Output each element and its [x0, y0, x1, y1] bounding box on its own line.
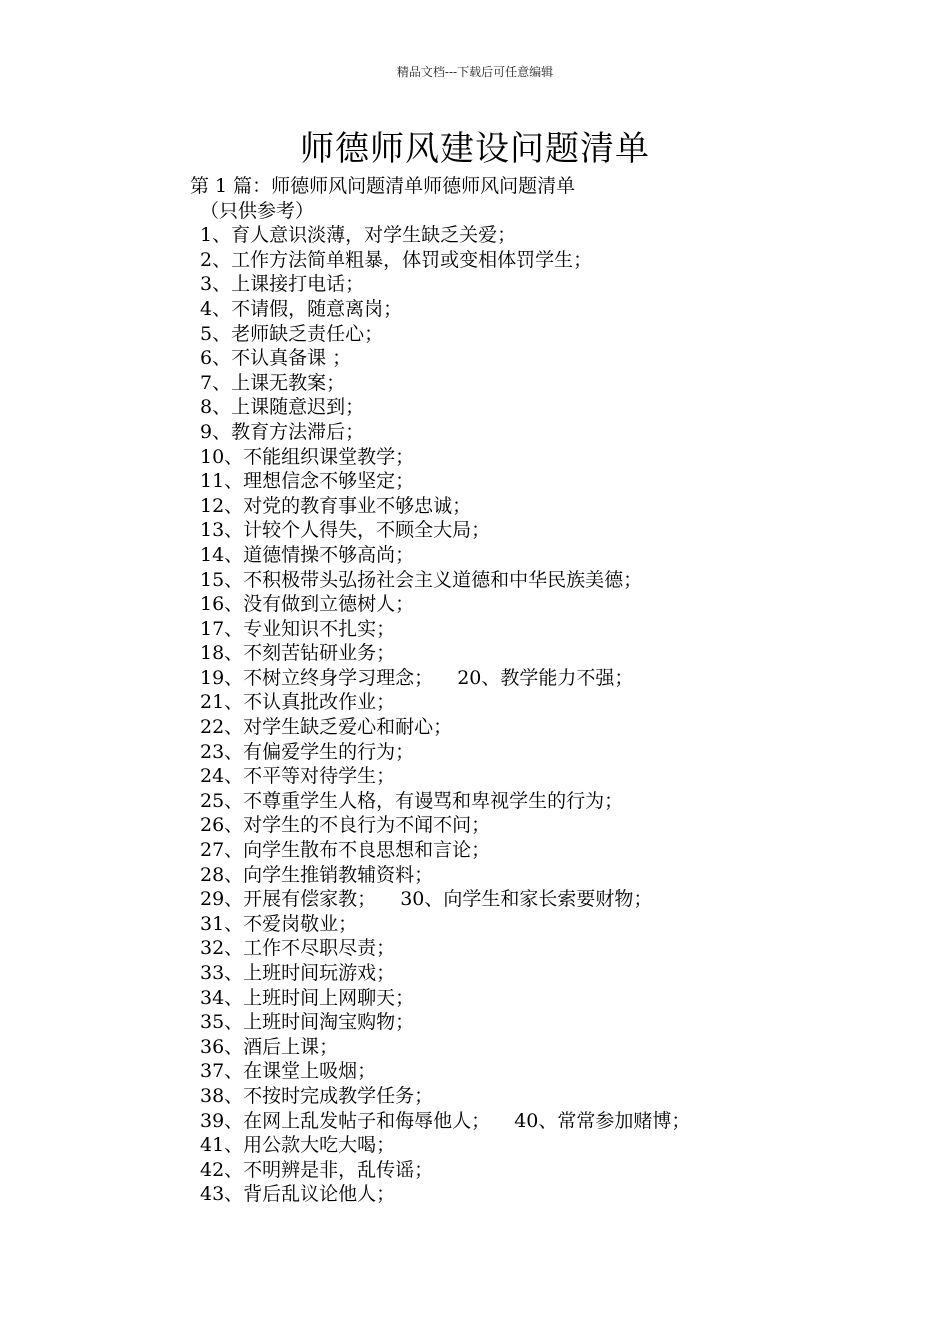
list-item-text: 1、育人意识淡薄，对学生缺乏关爱； — [200, 224, 517, 247]
list-item — [190, 690, 890, 715]
list-item — [190, 666, 890, 691]
list-item-text: 12、对党的教育事业不够忠诚； — [200, 494, 472, 517]
list-item — [190, 936, 890, 961]
list-item-text: 42、不明辨是非，乱传谣； — [200, 1158, 434, 1181]
list-item — [190, 1084, 890, 1109]
list-item — [190, 617, 890, 642]
list-item-text: 22、对学生缺乏爱心和耐心； — [200, 716, 453, 739]
list-item — [190, 543, 890, 568]
reference-note: （只供参考） — [200, 199, 315, 222]
list-item-text: 37、在课堂上吸烟； — [200, 1060, 377, 1083]
document-body — [190, 174, 890, 1207]
list-item-text: 7、上课无教案； — [200, 371, 346, 394]
list-item-text: 32、工作不尽职尽责； — [200, 937, 396, 960]
list-item — [190, 568, 890, 593]
list-item-text: 14、道德情操不够高尚； — [200, 543, 415, 566]
list-item — [190, 223, 890, 248]
list-item — [190, 272, 890, 297]
list-item — [190, 789, 890, 814]
list-item-text: 43、背后乱议论他人； — [200, 1183, 396, 1206]
list-item-text: 20、教学能力不强； — [457, 666, 634, 689]
list-item-text: 11、理想信念不够坚定； — [200, 470, 415, 493]
list-item-text: 4、不请假，随意离岗； — [200, 297, 403, 320]
list-item-text: 41、用公款大吃大喝； — [200, 1134, 396, 1157]
list-item — [190, 420, 890, 445]
list-item-text: 28、向学生推销教辅资料； — [200, 863, 434, 886]
list-item — [190, 518, 890, 543]
list-item — [190, 371, 890, 396]
section-heading: 第 1 篇：师德师风问题清单师德师风问题清单 — [190, 175, 576, 197]
list-item — [190, 912, 890, 937]
list-item — [190, 445, 890, 470]
list-item-text: 36、酒后上课； — [200, 1035, 339, 1058]
list-item-text: 25、不尊重学生人格，有谩骂和卑视学生的行为； — [200, 789, 624, 812]
list-item-text: 24、不平等对待学生； — [200, 765, 396, 788]
document-title: 师德师风建设问题清单 — [300, 129, 650, 169]
list-item — [190, 592, 890, 617]
list-item-text: 15、不积极带头弘扬社会主义道德和中华民族美德； — [200, 568, 643, 591]
list-item — [190, 863, 890, 888]
list-item-text: 23、有偏爱学生的行为； — [200, 740, 415, 763]
list-item-text: 5、老师缺乏责任心； — [200, 322, 384, 345]
list-item-text: 16、没有做到立德树人； — [200, 593, 415, 616]
list-item — [190, 887, 890, 912]
list-item — [190, 764, 890, 789]
list-item — [190, 469, 890, 494]
list-item — [190, 395, 890, 420]
list-item-text: 18、不刻苦钻研业务； — [200, 642, 396, 665]
list-item-text: 26、对学生的不良行为不闻不问； — [200, 814, 491, 837]
list-item-text: 10、不能组织课堂教学； — [200, 445, 415, 468]
header-note: 精品文档---下载后可任意编辑 — [396, 65, 554, 79]
list-item-text: 21、不认真批改作业； — [200, 691, 396, 714]
list-item-text: 31、不爱岗敬业； — [200, 912, 358, 935]
list-item-text: 40、常常参加赌博； — [514, 1109, 691, 1132]
list-item-text: 13、计较个人得失，不顾全大局； — [200, 519, 491, 542]
list-item — [190, 1109, 890, 1134]
list-item — [190, 248, 890, 273]
list-item-text: 2、工作方法简单粗暴，体罚或变相体罚学生； — [200, 248, 593, 271]
list-item-text: 38、不按时完成教学任务； — [200, 1084, 434, 1107]
list-item — [190, 297, 890, 322]
list-item — [190, 961, 890, 986]
list-item — [190, 1182, 890, 1207]
list-item-text: 6、不认真备课 ； — [200, 347, 352, 370]
list-item — [190, 740, 890, 765]
list-item-text: 9、教育方法滞后； — [200, 420, 365, 443]
list-item-text: 39、在网上乱发帖子和侮辱他人； — [200, 1109, 491, 1132]
list-item-text: 29、开展有偿家教； — [200, 888, 377, 911]
list-item-text: 33、上班时间玩游戏； — [200, 962, 396, 984]
list-item — [190, 986, 890, 1011]
list-item — [190, 1059, 890, 1084]
list-item — [190, 641, 890, 666]
list-item — [190, 494, 890, 519]
list-item — [190, 1158, 890, 1183]
list-item — [190, 322, 890, 347]
list-item — [190, 1133, 890, 1158]
problem-list — [190, 223, 890, 1207]
list-item — [190, 715, 890, 740]
list-item — [190, 346, 890, 371]
list-item-text: 30、向学生和家长索要财物； — [400, 888, 653, 911]
list-item-text: 8、上课随意迟到； — [200, 396, 365, 419]
list-item-text: 19、不树立终身学习理念； — [200, 666, 434, 689]
list-item-text: 17、专业知识不扎实； — [200, 617, 396, 640]
list-item — [190, 1010, 890, 1035]
list-item-text: 27、向学生散布不良思想和言论； — [200, 839, 491, 862]
list-item — [190, 813, 890, 838]
list-item-text: 35、上班时间淘宝购物； — [200, 1011, 415, 1034]
list-item — [190, 1035, 890, 1060]
list-item-text: 3、上课接打电话； — [200, 273, 365, 296]
list-item-text: 34、上班时间上网聊天； — [200, 986, 415, 1009]
list-item — [190, 838, 890, 863]
